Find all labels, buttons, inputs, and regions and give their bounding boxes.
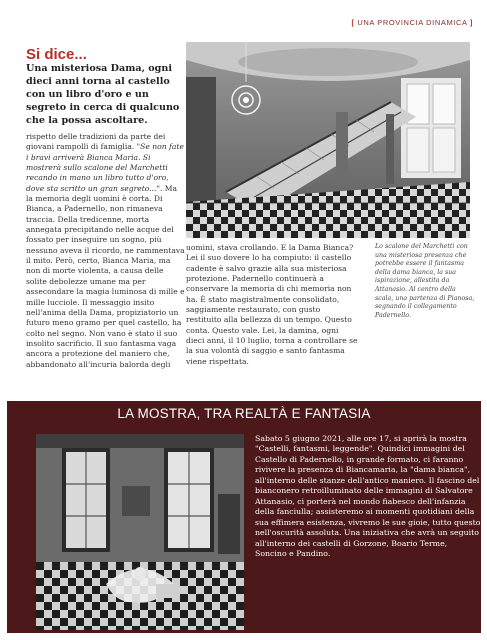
article-column-2: uomini, stava crollando. E la Dama Bianca? Lei il suo dovere lo ha compiuto: il castello cadente è salvo grazie alla sua misteriosa protezione. Padernello continuerà a conservare la memoria di chi memoria non ha. È stato magistralmente consolidato, saggiamente restaurato, con gusto restituito alla bellezza di un tempo. Questo conta. Questo vale. Lei, la damina, ogni dieci anni, il 10 luglio, torna a controllare se la sua volontà di saggio e santo fantasma viene rispettata. [186, 243, 358, 366]
exhibit-title: LA MOSTRA, TRA REALTÀ E FANTASIA [117, 406, 371, 421]
article-title: Si dice... [26, 46, 87, 63]
room-illustration [36, 434, 244, 630]
col1-text-b: ". Ma la memoria degli uomini è corta. Di Bianca, a Padernello, non rimaneva traccia. Della tredicenne, morta annegata precipitando nelle acque del fossato per inseguire un sogno, più nessuno aveva il ricordo, ne rammentava il mito. Però, certo, Bianca Maria, ma non di morte violenta, a causa delle solite debolezze umane ma per assecondare la magia luminosa di mille e mille lucciole. Il messaggio insito nell'anima della Dama, propiziatorio un futuro meno gramo per quel castello, ha colto nel segno. Non vano è stato il suo insolito sacrificio. Il suo fantasma vaga ancora a protezione del maniero che, abbandonato all'incuria balorda degli [26, 183, 185, 369]
article-column-1 [26, 132, 186, 370]
photo-caption: Lo scalone del Marchetti con una misteriosa presenza che potrebbe essere il fantasma della dama bianca, la sua ispirazione, allestita da Attanasio. Al centro della scala, una partenza di Pianosa, segnando il collegamento Padernello. [375, 243, 475, 319]
room-photo [36, 434, 244, 630]
article-lead: Una misteriosa Dama, ogni dieci anni torna al castello con un libro d'oro e un segreto in cerca di qualcuno che la possa ascoltare. [26, 63, 180, 126]
staircase-illustration [186, 42, 470, 238]
header-bracket-right: ] [469, 18, 473, 27]
col1-text-quote: Se non fate i bravi arriverà Bianca Maria. Si mostrerà sullo scalone del Marchetti recando in mano un libro tutto d'oro, dove sta scritto un gran segreto... [26, 142, 184, 193]
col1-text-a: rispetto delle tradizioni da parte dei giovani rampolli di famiglia. " [26, 132, 166, 152]
exhibit-text: Sabato 5 giugno 2021, alle ore 17, si aprirà la mostra "Castelli, fantasmi, leggende". Quindici immagini del Castello di Padernello, in grande formato, ci faranno rivivere la presenza di Biancamaria, la "dama bianca", all'interno delle stanze dell'antico maniero. Il fascino del bianconero retroilluminato delle immagini di Salvatore Attanasio, ci porterà nel mondo fiabesco dell'infanzia della fanciulla; assisteremo ai momenti quotidiani della sua effimera esistenza, vivremo le sue gioie, tutto questo nell'oscurità assoluta. Una iniziativa che avrà un seguito all'interno dei castelli di Gorzone, Boario Terme, Soncino e Pandino. [255, 434, 481, 558]
section-header [352, 18, 473, 27]
section-label: UNA PROVINCIA DINAMICA [357, 18, 468, 27]
staircase-photo [186, 42, 470, 238]
header-bracket-left: [ [351, 18, 355, 27]
